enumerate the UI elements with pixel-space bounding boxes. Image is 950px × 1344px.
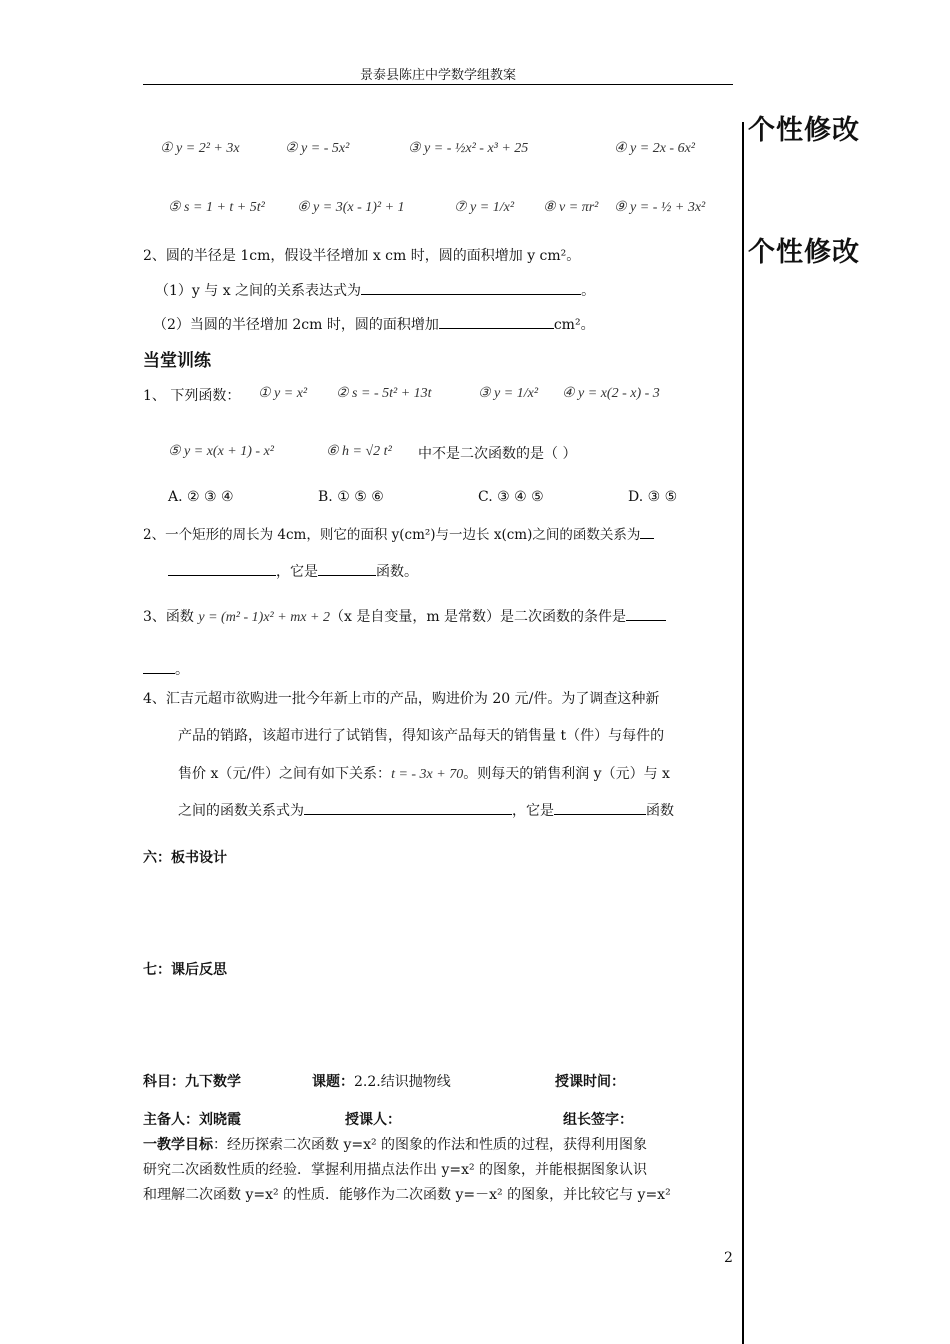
header-rule bbox=[143, 84, 733, 85]
function-item: ① y = x² bbox=[258, 386, 308, 401]
training-2-end: 函数。 bbox=[376, 564, 418, 580]
option-c[interactable]: C. ③ ④ ⑤ bbox=[478, 489, 544, 505]
training-1-stem: 1、 下列函数： bbox=[143, 388, 241, 404]
function-item: ⑥ h = √2 t² bbox=[326, 444, 392, 459]
answer-blank[interactable] bbox=[439, 316, 554, 329]
side-note-1: 个性修改 bbox=[748, 115, 860, 146]
training-4-formula: t = - 3x + 70 bbox=[391, 767, 464, 782]
lesson-preparer: 主备人：刘晓霞 bbox=[143, 1112, 241, 1128]
page-number: 2 bbox=[724, 1250, 733, 1266]
training-3-rest: （x 是自变量，m 是常数）是二次函数的条件是 bbox=[329, 609, 627, 625]
question-2-stem: 2、圆的半径是 1cm，假设半径增加 x cm 时，圆的面积增加 y cm²。 bbox=[143, 248, 581, 264]
training-4-line3 bbox=[178, 763, 670, 783]
lesson-topic-value: 2.2.结识抛物线 bbox=[354, 1074, 451, 1090]
training-4-line3b: 。则每天的销售利润 y（元）与 x bbox=[463, 766, 670, 782]
function-item: ② y = - 5x² bbox=[285, 141, 350, 156]
answer-blank[interactable] bbox=[626, 608, 666, 621]
training-2-line2 bbox=[168, 561, 418, 581]
function-item: ⑧ v = πr² bbox=[543, 200, 599, 215]
training-3-lead: 3、函数 bbox=[143, 609, 194, 625]
training-4-line1: 4、汇吉元超市欲购进一批今年新上市的产品，购进价为 20 元/件。为了调查这种新 bbox=[143, 691, 660, 707]
function-item: ④ y = x(2 - x) - 3 bbox=[562, 386, 660, 401]
function-item: ⑦ y = 1/x² bbox=[454, 200, 515, 215]
answer-blank[interactable] bbox=[640, 526, 654, 539]
answer-blank[interactable] bbox=[143, 661, 175, 674]
training-3-formula: y = (m² - 1)x² + mx + 2 bbox=[198, 610, 330, 625]
training-4-line4c: 函数 bbox=[646, 803, 674, 819]
training-4-line2: 产品的销路，该超市进行了试销售，得知该产品每天的销售量 t（件）与每件的 bbox=[178, 728, 665, 744]
function-item: ② s = - 5t² + 13t bbox=[336, 386, 432, 401]
lesson-leader-signature: 组长签字： bbox=[563, 1112, 633, 1128]
function-item: ⑨ y = - ½ + 3x² bbox=[614, 200, 706, 215]
side-note-2: 个性修改 bbox=[748, 237, 860, 268]
training-3-end: 。 bbox=[175, 662, 189, 678]
goals-text-1: ：经历探索二次函数 y=x² 的图象的作法和性质的过程，获得利用图象 bbox=[213, 1137, 648, 1153]
training-4-line4b: ，它是 bbox=[512, 803, 554, 819]
lesson-teacher: 授课人： bbox=[345, 1112, 401, 1128]
training-4-line4 bbox=[178, 800, 674, 820]
goals-line3: 和理解二次函数 y=x² 的性质．能够作为二次函数 y=－x² 的图象，并比较它与 y=x² bbox=[143, 1187, 671, 1203]
function-item: ① y = 2² + 3x bbox=[160, 141, 240, 156]
training-3-line1 bbox=[143, 606, 666, 626]
question-2-part2 bbox=[153, 314, 595, 334]
training-4-line3a: 售价 x（元/件）之间有如下关系： bbox=[178, 766, 392, 782]
question-2-part1-label: （1）y 与 x 之间的关系表达式为 bbox=[155, 283, 362, 299]
option-d[interactable]: D. ③ ⑤ bbox=[628, 489, 678, 505]
section-heading-training: 当堂训练 bbox=[143, 351, 211, 371]
option-b[interactable]: B. ① ⑤ ⑥ bbox=[318, 489, 384, 505]
training-1-tail: 中不是二次函数的是（ ） bbox=[418, 446, 577, 462]
question-2-part2-end: cm²。 bbox=[553, 317, 595, 333]
answer-blank[interactable] bbox=[304, 802, 512, 815]
answer-blank[interactable] bbox=[318, 563, 376, 576]
function-item: ⑥ y = 3(x - 1)² + 1 bbox=[297, 200, 405, 215]
function-item: ③ y = 1/x² bbox=[478, 386, 539, 401]
goals-label: 一教学目标 bbox=[143, 1137, 213, 1153]
question-2-part1 bbox=[155, 280, 595, 300]
page-header-title: 景泰县陈庄中学数学组教案 bbox=[359, 68, 516, 83]
question-2-part1-end: 。 bbox=[581, 283, 596, 299]
function-item: ③ y = - ½x² - x³ + 25 bbox=[408, 141, 529, 156]
section-heading-reflection: 七：课后反思 bbox=[143, 962, 227, 978]
answer-blank[interactable] bbox=[168, 563, 276, 576]
margin-rule bbox=[742, 122, 744, 1344]
training-2-text: 2、一个矩形的周长为 4cm，则它的面积 y(cm²)与一边长 x(cm)之间的函数关系为 bbox=[143, 527, 641, 543]
goals-line2: 研究二次函数性质的经验．掌握利用描点法作出 y=x² 的图象，并能根据图象认识 bbox=[143, 1162, 648, 1178]
option-a[interactable]: A. ② ③ ④ bbox=[168, 489, 234, 505]
question-2-part2-label: （2）当圆的半径增加 2cm 时，圆的面积增加 bbox=[153, 317, 439, 333]
training-2-line1 bbox=[143, 523, 654, 543]
function-item: ④ y = 2x - 6x² bbox=[614, 141, 695, 156]
lesson-time: 授课时间： bbox=[555, 1074, 625, 1090]
training-3-line2 bbox=[143, 659, 189, 679]
function-item: ⑤ y = x(x + 1) - x² bbox=[168, 444, 274, 459]
training-4-line4a: 之间的函数关系式为 bbox=[178, 803, 304, 819]
training-2-mid: ，它是 bbox=[276, 564, 318, 580]
lesson-topic bbox=[312, 1071, 451, 1091]
lesson-subject: 科目：九下数学 bbox=[143, 1074, 241, 1090]
lesson-topic-label: 课题： bbox=[312, 1074, 354, 1090]
answer-blank[interactable] bbox=[361, 282, 581, 295]
answer-blank[interactable] bbox=[554, 802, 646, 815]
section-heading-board-design: 六：板书设计 bbox=[143, 850, 227, 866]
goals-line1 bbox=[143, 1134, 647, 1154]
function-item: ⑤ s = 1 + t + 5t² bbox=[168, 200, 265, 215]
